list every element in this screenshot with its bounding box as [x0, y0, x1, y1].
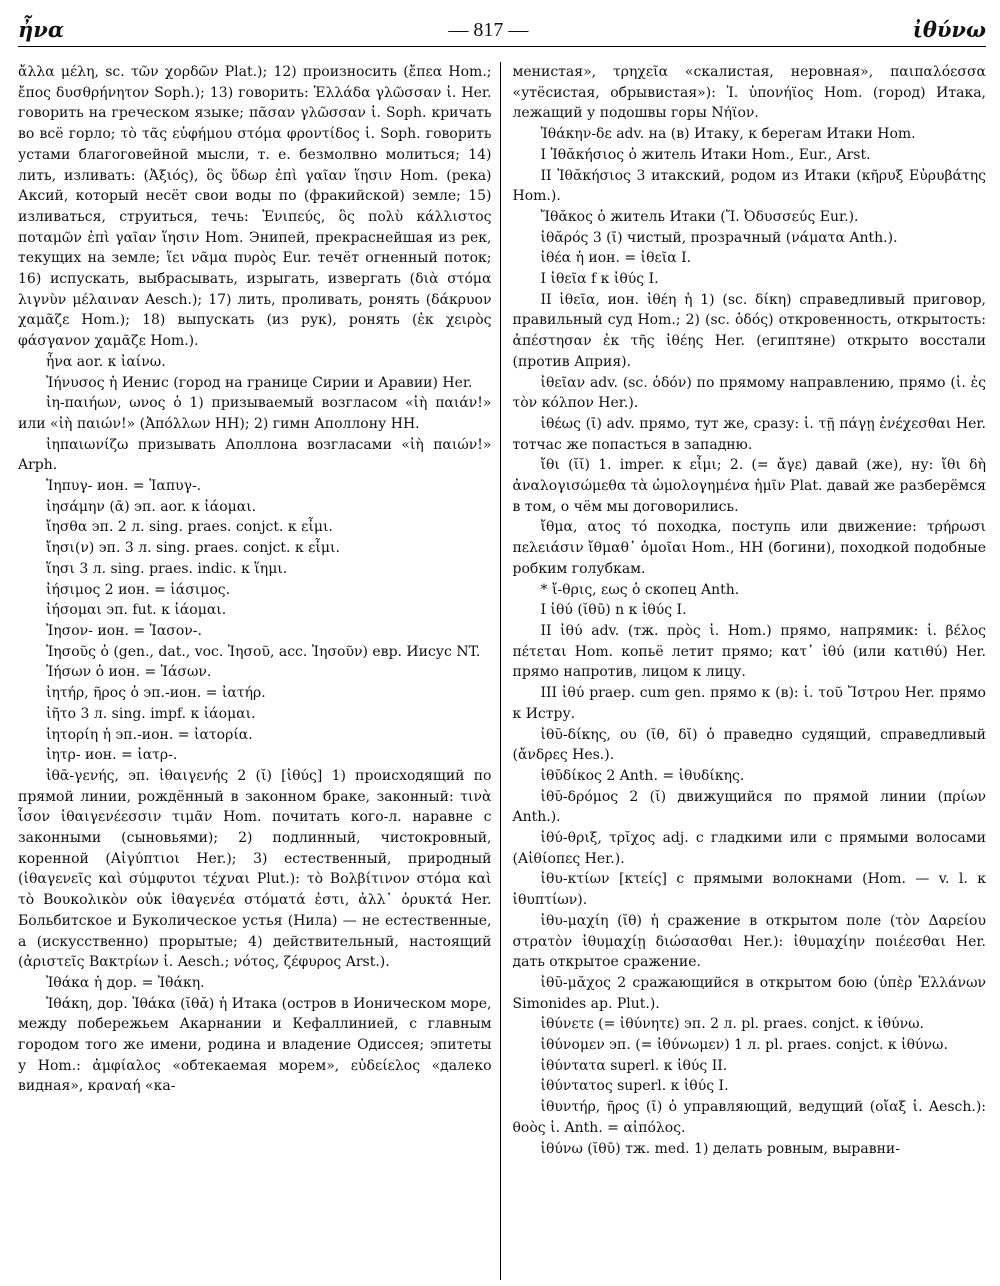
dictionary-entry: ἰθύ-θριξ, τρῐχος adj. с гладкими или с прямыми волосами (Αἰθίοπες Her.).	[512, 830, 986, 867]
dictionary-entry: ἰθῠδίκος 2 Anth. = ἰθυδίκης.	[540, 767, 745, 784]
dictionary-entry: II Ἰθᾰκήσιος 3 итакский, родом из Итаки (κῆρυξ Εὐρυβάτης Hom.).	[512, 167, 986, 205]
two-column-body	[18, 62, 986, 1280]
dictionary-entry: Ἰησον- ион. = Ἰασον-.	[46, 622, 202, 639]
dictionary-entry: I ἰθύ (ῐθῡ) n к ἰθύς I.	[540, 602, 687, 619]
dictionary-entry: ἰθύνω (ῐθῡ) тж. med. 1) делать ровным, выравни-	[540, 1140, 900, 1157]
dictionary-entry: ἴησι(ν) эп. 3 л. sing. praes. conjct. к εἶμι.	[46, 540, 340, 557]
dictionary-entry: Ἰησοῦς ὁ (gen., dat., voc. Ἰησοῦ, acc. Ἰησοῦν) евр. Иисус NT.	[46, 643, 481, 660]
dictionary-entry: ἰη-παιήων, ωνος ὁ 1) призываемый возгласом «ἰὴ παιάν!» или «ἰὴ παιών!» (Ἀπόλλων HH); 2) гимн Аполлону HH.	[18, 395, 492, 432]
left-column	[18, 62, 500, 1280]
dictionary-entry: ἰθέως (ῑ) adv. прямо, тут же, сразу: ἱ. τῇ πάγῃ ἐνέχεσθαι Her. тотчас же попасться в западню.	[512, 415, 986, 453]
dictionary-entry: ἰησάμην (ᾱ) эп. aor. к ἰάομαι.	[46, 498, 257, 515]
dictionary-entry: ἴθμα, ατος τό походка, поступь или движение: τρήρωσι πελειάσιν ἴθμαθ᾽ ὁμοῖαι Hom., HH (богини), походкой подобные робким голубкам.	[512, 519, 986, 577]
dictionary-entry: ἵησι 3 л. sing. praes. indic. к ἵημι.	[46, 560, 288, 577]
dictionary-entry: ἴησθα эп. 2 л. sing. praes. conjct. к εἶμι.	[46, 519, 333, 536]
dictionary-entry: * ἴ-θρις, εως ὁ скопец Anth.	[540, 581, 740, 598]
dictionary-entry: ἰθῠ-δρόμος 2 (ῐ) движущийся по прямой линии (πρίων Anth.).	[512, 788, 986, 826]
header-right-headword: ἰθύνω	[912, 17, 986, 42]
dictionary-entry: ἰθῠ-δίκης, ου (ῐθ, δῐ) ὁ праведно судящий, справедливый (ἄνδρες Hes.).	[512, 726, 986, 764]
dictionary-entry: менистая», τρηχεῖα «скалистая, неровная», παιπαλόεσσα «утёсистая, обрывистая»): Ἰ. ὑπονήϊος Hom. (город) Итака, лежащий у подошвы горы Νήϊον.	[512, 64, 986, 122]
dictionary-entry: Ἰθάκην-δε adv. на (в) Итаку, к берегам Итаки Hom.	[540, 126, 916, 143]
dictionary-entry: III ἰθύ praep. cum gen. прямо к (в): ἱ. τοῦ Ἴστρου Her. прямо к Истру.	[512, 685, 986, 722]
right-column	[507, 62, 987, 1280]
dictionary-entry: ἰήσομαι эп. fut. к ἰάομαι.	[46, 602, 227, 619]
header-left-headword: ἦνα	[18, 17, 64, 42]
dictionary-entry: II ἰθεῖα, ион. ἰθέη ἡ 1) (sc. δίκη) справедливый приговор, правильный суд Hom.; 2) (sc. ὁδός) откровенность, открытость: ἀπέστησαν ἐκ τῆς ἰθέης Her. (египтяне) открыто восстали (против Априя).	[512, 291, 986, 370]
dictionary-entry: ἰητήρ, ῆρος ὁ эп.-ион. = ἰατήρ.	[46, 685, 266, 702]
dictionary-entry: ἰθυ-μαχίη (ῐθ) ἡ сражение в открытом поле (τὸν Δαρείου στρατὸν ἰθυμαχίῃ διώσασθαι Her.): ἰθυμαχίην ποιέεσθαι Her. дать открытое сражение.	[512, 912, 986, 971]
dictionary-entry: I Ἰθᾰκήσιος ὁ житель Итаки Hom., Eur., Arst.	[540, 146, 871, 163]
dictionary-entry: ἰθύντατος superl. к ἰθύς I.	[540, 1078, 729, 1095]
dictionary-entry: Ἰήνυσος ἡ Иенис (город на границе Сирии и Аравии) Her.	[46, 374, 473, 391]
dictionary-entry: ἴθι (ῐῐ) 1. imper. к εἶμι; 2. (= ἄγε) давай (же), ну: ἴθι δὴ ἀναλογισώμεθα τὰ ὡμολογημένα ἡμῖν Plat. давай же разберёмся в том, о чём мы договорились.	[512, 457, 986, 515]
dictionary-entry: Ἰθάκη, дор. Ἰθάκα (ῐθᾰ) ἡ Итака (остров в Ионическом море, между побережьем Акарнании и Кефаллинией, с главным городом того же имени, родина и владение Одиссея; эпитеты у Hom.: ἀμφίαλος «обтекаемая морем», εὐδείελος «далеко видная», κραναή «ка-	[18, 995, 492, 1095]
dictionary-entry: ἰθεῖαν adv. (sc. ὁδόν) по прямому направлению, прямо (ἱ. ἐς τὸν κόλπον Her.).	[512, 374, 986, 412]
page-number: — 817 —	[448, 19, 529, 41]
dictionary-entry: ἰθᾰρός 3 (ῑ) чистый, прозрачный (νάματα Anth.).	[540, 229, 898, 246]
dictionary-entry: Ἰηπυγ- ион. = Ἰαπυγ-.	[46, 478, 202, 495]
dictionary-entry: ἰθῠ-μᾰχος 2 сражающийся в открытом бою (ὑπὲρ Ἑλλάνων Simonides ap. Plut.).	[512, 974, 986, 1012]
dictionary-entry: ἰθέα ἡ ион. = ἰθεῖα I.	[540, 250, 692, 267]
dictionary-entry: II ἰθύ adv. (тж. πρὸς ἱ. Hom.) прямо, напрямик: ἱ. βέλος πέτεται Hom. копьё летит прямо; κατ᾽ ἰθύ (или κατιθύ) Her. прямо напротив, лицом к лицу.	[512, 622, 986, 681]
column-divider	[500, 62, 501, 1280]
dictionary-entry: Ἰθάκα ἡ дор. = Ἰθάκη.	[46, 974, 205, 991]
dictionary-entry: ἰθᾱ-γενής, эп. ἰθαιγενής 2 (ῐ) [ἰθύς] 1) происходящий по прямой линии, рождённый в законном браке, законный: τινὰ ἶσον ἰθαιγενέεσσιν τιμᾶν Hom. почитать кого-л. наравне с законными (сыновьями); 2) подлинный, чистокровный, коренной (Αἰγύπτιοι Her.); 3) естественный, природный (ἰθαγενεῖς καὶ σύμφυτοι τέχναι Plut.): τὸ Βολβίτινον στόμα καὶ τὸ Βουκολικὸν οὐκ ἰθαγενέα στόματά ἐστι, ἀλλ᾽ ὀρυκτά Her. Больбитское и Буколическое устья (Нила) — не естественные, а (искусственно) прорытые; 4) действительный, настоящий (ἀριστεῖς Βακτρίων ἱ. Aesch.; νότος, ζέφυρος Arst.).	[18, 767, 492, 971]
dictionary-entry: Ἰήσων ὁ ион. = Ἰάσων.	[46, 664, 212, 681]
dictionary-entry: ἰθύντατα superl. к ἰθύς II.	[540, 1057, 728, 1074]
dictionary-entry: ἰθυ-κτίων [κτείς] с прямыми волокнами (Hom. — v. l. к ἰθυπτίων).	[512, 871, 986, 909]
dictionary-entry: ἰητορίη ἡ эп.-ион. = ἰατορία.	[46, 726, 253, 743]
dictionary-entry: Ἴθᾰκος ὁ житель Итаки (Ἴ. Ὀδυσσεύς Eur.).	[540, 208, 859, 225]
dictionary-entry: ἄλλα μέλη, sc. τῶν χορδῶν Plat.); 12) произносить (ἔπεα Hom.; ἔπος δυσθρήνητον Soph.); 13) говорить: Ἑλλάδα γλῶσσαν ἱ. Her. говорить на греческом языке; πᾶσαν γλῶσσαν ἱ. Soph. кричать во всё горло; τὸ τᾶς εὐφήμου στόμα φροντίδος ἱ. Soph. говорить устами благоговейной мысли, т. е. безмолвно молиться; 14) лить, изливать: (Ἀξιός), ὃς ὕδωρ ἐπὶ γαῖαν ἵησιν Hom. (река) Аксий, который несёт свои воды по (фракийской) земле; 15) изливаться, струиться, течь: Ἐνιπεύς, ὃς πολὺ κάλλιστος ποταμῶν ἐπὶ γαῖαν ἵησιν Hom. Энипей, прекраснейшая из рек, текущих на земле; ἵει νᾶμα πυρὸς Eur. течёт огненный поток; 16) испускать, выбрасывать, изрыгать, извергать (διὰ στόμα λιγνὺν μέλαιναν Aesch.); 17) лить, проливать, ронять (δάκρυον χαμᾶζε Hom.); 18) выпускать (из рук), ронять (ἐκ χειρὸς φάσγανον χαμᾶζε Hom.).	[18, 64, 492, 350]
dictionary-entry: ἰηπαιωνίζω призывать Аполлона возгласами «ἰὴ παιών!» Arph.	[18, 436, 492, 474]
page-header	[18, 14, 986, 47]
dictionary-entry: ἰήσιμος 2 ион. = ἰάσιμος.	[46, 581, 231, 598]
dictionary-entry: ἰῆτο 3 л. sing. impf. к ἰάομαι.	[46, 705, 256, 722]
dictionary-entry: ἰητρ- ион. = ἰατρ-.	[46, 747, 178, 764]
dictionary-entry: ἰθύνετε (= ἰθύνητε) эп. 2 л. pl. praes. conjct. к ἰθύνω.	[540, 1016, 924, 1033]
dictionary-entry: ἰθύνομεν эп. (= ἰθύνωμεν) 1 л. pl. praes. conjct. к ἰθύνω.	[540, 1037, 948, 1054]
dictionary-entry: I ἰθεῖα f к ἰθύς I.	[540, 271, 659, 288]
dictionary-entry: ἦνα aor. к ἰαίνω.	[46, 353, 166, 370]
dictionary-entry: ἰθυντήρ, ῆρος (ῑ) ὁ управляющий, ведущий (οἴαξ ἱ. Aesch.): θοὸς ἱ. Anth. = αἰπόλος.	[512, 1099, 986, 1136]
